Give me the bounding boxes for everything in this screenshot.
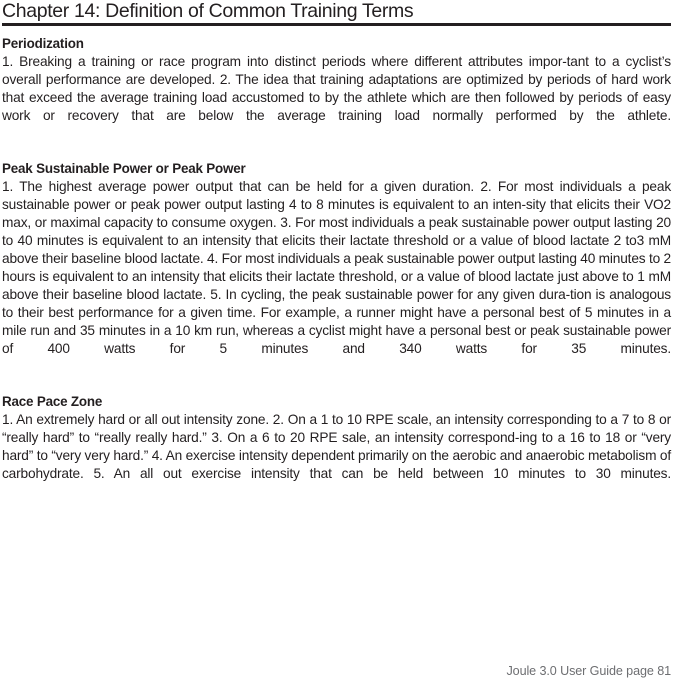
header-divider [2, 23, 671, 26]
section-periodization [2, 35, 671, 143]
section-peak-sustainable-power [2, 160, 671, 377]
chapter-header [2, 0, 671, 26]
section-heading: Peak Sustainable Power or Peak Power [2, 160, 246, 176]
section-race-pace-zone [2, 393, 671, 501]
section-heading: Periodization [2, 35, 84, 51]
section-paragraph: 1. The highest average power output that can be held for a given duration. 2. For most individuals a peak sustainable power or peak power output lasting 4 to 8 minutes is equivalent to an inten-sity that elicits their VO2 max, or maximal capacity to consume oxygen. 3. For most individuals a peak sustainable power output lasting 20 to 40 minutes is equivalent to an intensity that elicits their lactate threshold or a value of blood lactate 2 to3 mM above their baseline blood lactate. 4. For most individuals a peak sustainable power output lasting 40 minutes to 2 hours is equivalent to an intensity that elicits their lactate threshold, or a value of blood lactate just above to 1 mM above their baseline blood lactate. 5. In cycling, the peak sustainable power for any given dura-tion is analogous to their best performance for a given time. For example, a runner might have a personal best of 5 minutes in a mile run and 35 minutes in a 10 km run, whereas a cyclist might have a personal best or peak sustainable power of 400 watts for 5 minutes and 340 watts for 35 minutes. [2, 178, 671, 357]
section-heading: Race Pace Zone [2, 394, 103, 410]
footer-text: Joule 3.0 User Guide page 81 [506, 664, 671, 678]
document-body [2, 35, 671, 502]
page-title: Chapter 14: Definition of Common Training Terms [2, 0, 414, 22]
section-paragraph: 1. An extremely hard or all out intensity zone. 2. On a 1 to 10 RPE scale, an intensity corresponding to a 7 to 8 or “really hard” to “really really hard.” 3. On a 6 to 20 RPE sale, an intensity correspond-ing to a 16 to 18 or “very hard” to “very very hard.” 4. An exercise intensity dependent primarily on the aerobic and anaerobic metabolism of carbohydrate. 5. An all out exercise intensity that can be held between 10 minutes to 30 minutes. [2, 412, 671, 482]
section-paragraph: 1. Breaking a training or race program into distinct periods where different attributes impor-tant to a cyclist’s overall performance are developed. 2. The idea that training adaptations are optimized by periods of hard work that exceed the average training load accustomed to by the athlete which are then followed by periods of easy work or recovery that are below the average training load normally performed by the athlete. [2, 53, 671, 123]
page-footer [506, 662, 671, 680]
